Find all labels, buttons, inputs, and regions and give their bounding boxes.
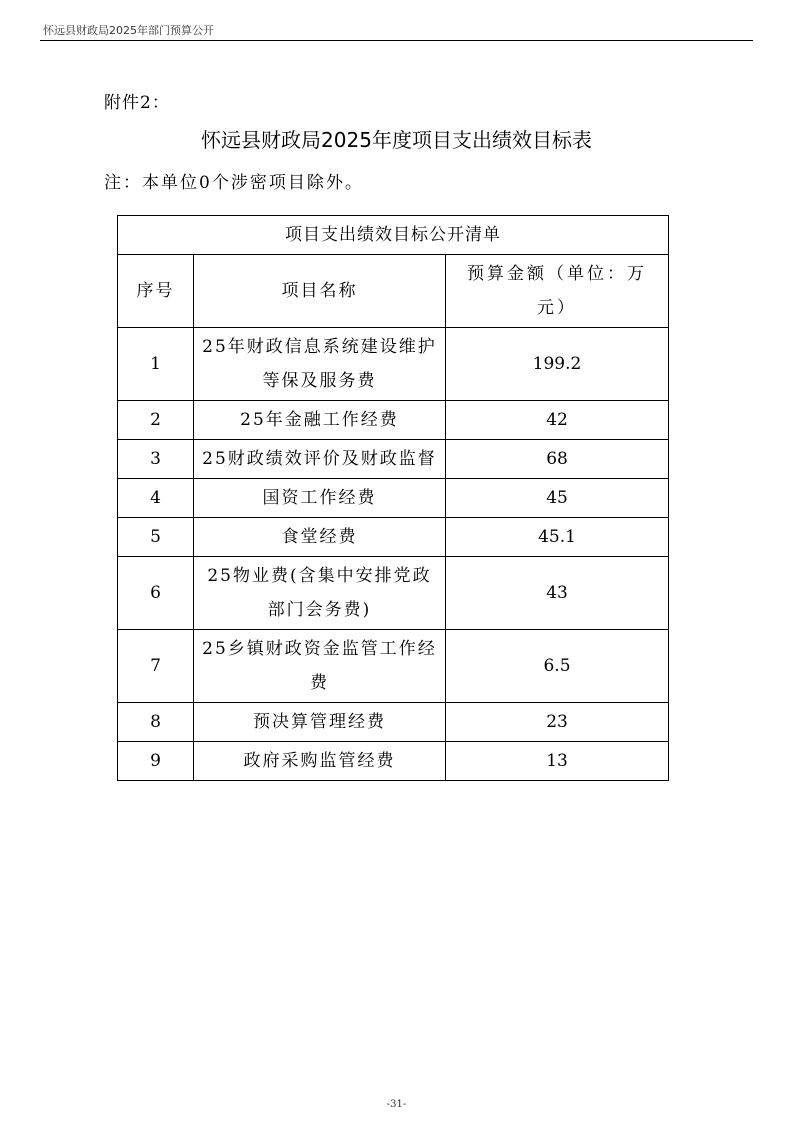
row-project-name: 政府采购监管经费 (194, 742, 446, 781)
table-row (118, 328, 669, 401)
row-seq: 9 (118, 742, 194, 781)
attachment-label: 附件2： (104, 93, 170, 113)
row-amount: 199.2 (446, 328, 669, 401)
header-divider (40, 40, 753, 41)
column-header-seq: 序号 (118, 255, 194, 328)
table-row (118, 703, 669, 742)
row-project-name: 国资工作经费 (194, 479, 446, 518)
row-amount: 13 (446, 742, 669, 781)
page-title: 怀远县财政局2025年度项目支出绩效目标表 (201, 128, 592, 152)
page-number: -31- (386, 1099, 407, 1110)
row-project-name: 25物业费(含集中安排党政部门会务费) (194, 557, 446, 630)
row-seq: 4 (118, 479, 194, 518)
row-amount: 68 (446, 440, 669, 479)
row-seq: 6 (118, 557, 194, 630)
row-amount: 23 (446, 703, 669, 742)
row-project-name: 食堂经费 (194, 518, 446, 557)
row-seq: 3 (118, 440, 194, 479)
row-project-name: 25年金融工作经费 (194, 401, 446, 440)
row-amount: 42 (446, 401, 669, 440)
column-header-amount: 预算金额（单位：万元） (446, 255, 669, 328)
table-header-row (118, 255, 669, 328)
running-header: 怀远县财政局2025年部门预算公开 (43, 24, 214, 37)
table-row (118, 440, 669, 479)
row-project-name: 25财政绩效评价及财政监督 (194, 440, 446, 479)
table-caption: 项目支出绩效目标公开清单 (118, 216, 669, 255)
row-seq: 1 (118, 328, 194, 401)
row-amount: 45.1 (446, 518, 669, 557)
table-row (118, 479, 669, 518)
row-seq: 7 (118, 630, 194, 703)
row-amount: 43 (446, 557, 669, 630)
row-project-name: 25乡镇财政资金监管工作经费 (194, 630, 446, 703)
performance-targets-table (117, 215, 669, 781)
row-seq: 2 (118, 401, 194, 440)
table-row (118, 518, 669, 557)
table-row (118, 742, 669, 781)
row-project-name: 25年财政信息系统建设维护等保及服务费 (194, 328, 446, 401)
table-row (118, 630, 669, 703)
table-row (118, 557, 669, 630)
row-amount: 45 (446, 479, 669, 518)
row-seq: 5 (118, 518, 194, 557)
confidentiality-note: 注：本单位0个涉密项目除外。 (104, 173, 364, 193)
row-project-name: 预决算管理经费 (194, 703, 446, 742)
row-amount: 6.5 (446, 630, 669, 703)
column-header-name: 项目名称 (194, 255, 446, 328)
table-row (118, 401, 669, 440)
row-seq: 8 (118, 703, 194, 742)
